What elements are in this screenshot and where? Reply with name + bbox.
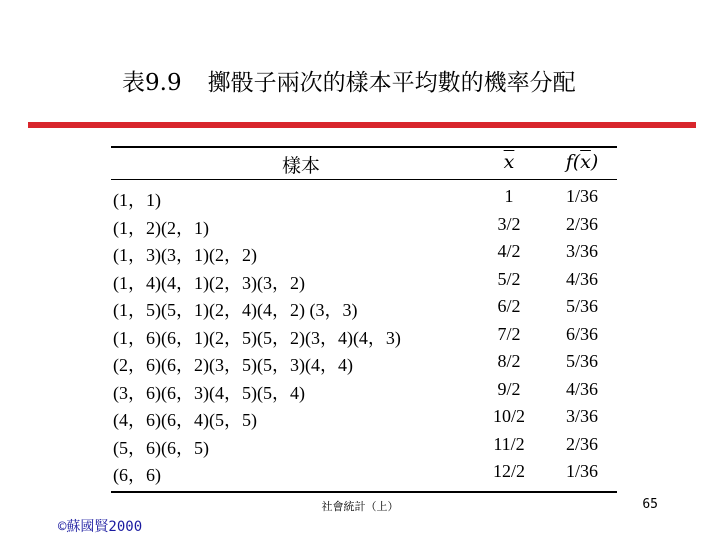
probability-table — [111, 146, 617, 493]
cell-xbar: 10/2 — [492, 406, 525, 426]
cell-probability: 1/36 — [565, 186, 598, 206]
table-bottom-rule — [111, 491, 617, 493]
header-f-xbar — [547, 151, 617, 173]
table-row — [111, 376, 617, 404]
cell-probability: 4/36 — [565, 378, 598, 399]
table-row — [111, 183, 617, 211]
table-number: 表9.9 — [122, 70, 182, 96]
cell-probability: 4/36 — [565, 268, 598, 289]
table-row — [111, 266, 617, 294]
table-row — [111, 211, 617, 239]
header-f-prefix: f( — [565, 151, 581, 173]
cell-sample: (1，4)(4，1)(2，3)(3，2) — [113, 272, 305, 293]
slide-title — [122, 72, 576, 95]
cell-sample: (1，2)(2，1) — [113, 217, 209, 238]
table-row — [111, 321, 617, 349]
footer-course-title: 社會統計（上） — [321, 500, 399, 513]
cell-probability: 2/36 — [565, 213, 598, 234]
cell-probability: 2/36 — [565, 433, 598, 454]
cell-xbar: 6/2 — [497, 296, 521, 316]
cell-probability: 6/36 — [565, 323, 598, 344]
header-f-var: $\overline{x}$ — [580, 151, 591, 173]
table-row — [111, 238, 617, 266]
cell-sample: (1，5)(5，1)(2，4)(4，2) (3，3) — [113, 300, 358, 320]
header-sample: 樣本 — [281, 155, 320, 177]
copyright-notice: ©蘇國賢2000 — [58, 519, 143, 535]
cell-sample: (4，6)(6，4)(5，5) — [113, 410, 257, 430]
table-row — [111, 431, 617, 459]
cell-xbar: 12/2 — [492, 461, 525, 481]
cell-xbar: 9/2 — [497, 378, 521, 399]
header-xbar-symbol: $\overline{x}$ — [503, 151, 515, 173]
cell-probability: 3/36 — [565, 406, 598, 426]
header-f-suffix: ) — [590, 151, 599, 173]
accent-bar — [28, 122, 696, 128]
cell-sample: (1，6)(6，1)(2，5)(5，2)(3，4)(4，3) — [113, 327, 401, 348]
cell-sample: (2，6)(6，2)(3，5)(5，3)(4，4) — [113, 355, 353, 375]
table-title-text: 擲骰子兩次的樣本平均數的機率分配 — [207, 70, 576, 96]
table-body — [111, 180, 617, 491]
cell-xbar: 3/2 — [497, 213, 521, 234]
cell-sample: (1，3)(3，1)(2，2) — [113, 245, 257, 265]
table-header — [111, 148, 617, 176]
header-xbar — [479, 151, 539, 173]
cell-sample: (3，6)(6，3)(4，5)(5，4) — [113, 382, 305, 403]
table-row — [111, 458, 617, 486]
cell-xbar: 7/2 — [497, 323, 521, 344]
page-number: 65 — [642, 497, 658, 512]
cell-xbar: 11/2 — [493, 433, 525, 454]
cell-xbar: 8/2 — [497, 351, 521, 371]
table-row — [111, 403, 617, 431]
cell-probability: 5/36 — [565, 296, 598, 316]
cell-sample: (1，1) — [113, 190, 161, 210]
cell-probability: 1/36 — [565, 461, 598, 481]
cell-sample: (5，6)(6，5) — [113, 437, 209, 458]
cell-xbar: 5/2 — [497, 268, 521, 289]
table-row — [111, 293, 617, 321]
table-row — [111, 348, 617, 376]
cell-probability: 5/36 — [565, 351, 598, 371]
cell-xbar: 4/2 — [497, 241, 521, 261]
cell-probability: 3/36 — [565, 241, 598, 261]
cell-sample: (6，6) — [113, 465, 161, 485]
cell-xbar: 1 — [504, 186, 514, 206]
